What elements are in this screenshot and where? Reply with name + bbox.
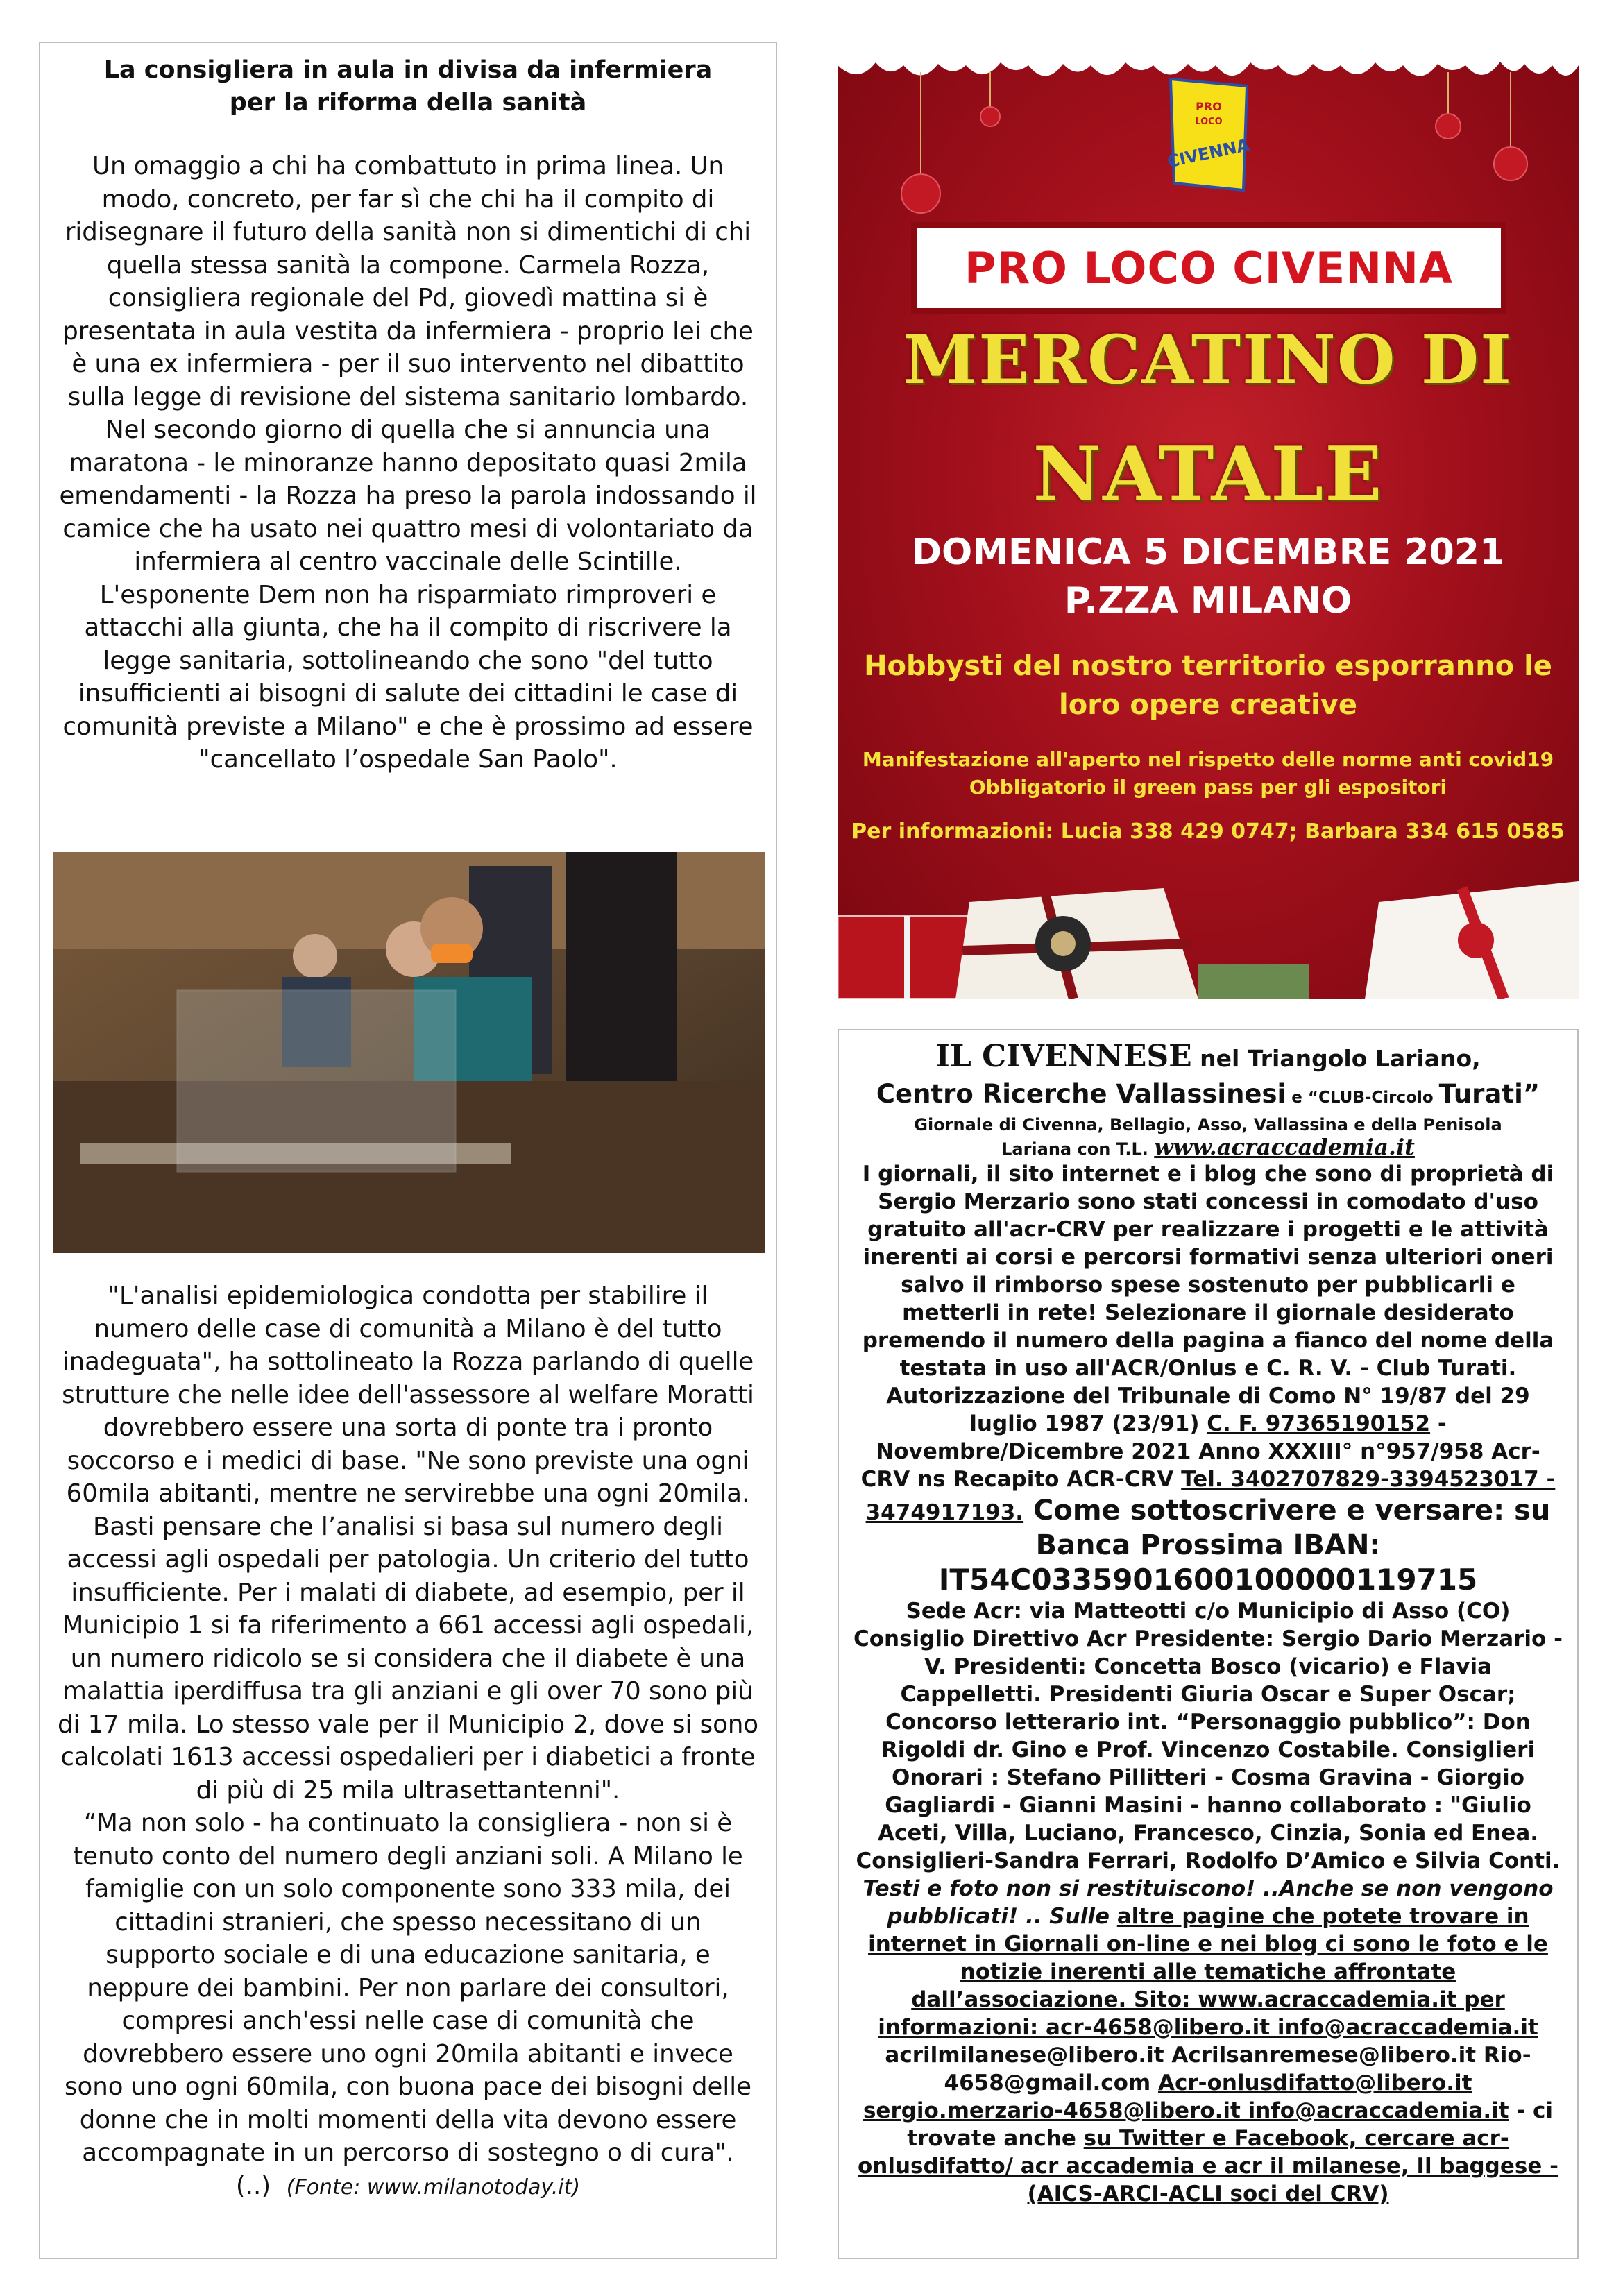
masthead-title: IL CIVENNESE nel Triangolo Lariano,	[935, 1039, 1481, 1074]
poster-place: P.ZZA MILANO	[1064, 580, 1352, 622]
pro-loco-banner: PRO LOCO CIVENNA	[911, 222, 1506, 314]
article-source: (Fonte: www.milanotoday.it)	[286, 2175, 581, 2200]
article-paragraph-4: “Ma non solo - ha continuato la consigliera - non si è tenuto conto del numero degli anziani soli. A Milano le famiglie con un solo componente sono 333 mila, dei cittadini stranieri, che spesso necessitano di un supporto sociale e di una educazione sanitaria, e neppure dei bambini. Per non parlare dei consultori, compresi anch'essi nelle case di comunità che dovrebbero essere uno ogni 20mila abitanti e invece sono uno ogni 60mila, con buona pace dei bisogni delle donne che in molti momenti della vita devono essere accompagnate in un percorso di sostegno o di cura". (..) (Fonte: www.milanotoday.it)	[65, 1809, 751, 2200]
poster-rules-line2: Obbligatorio il green pass per gli espositori	[969, 776, 1447, 799]
gifts-decoration	[838, 860, 1579, 999]
masthead-line4: Lariana con T.L. www.acraccademia.it	[1001, 1134, 1415, 1160]
iban: IT54C0335901600100000119715	[938, 1563, 1478, 1597]
phone-numbers: Tel. 3402707829-3394523017 - 3474917193.	[865, 1467, 1556, 1525]
website-link[interactable]: www.acraccademia.it	[1154, 1134, 1415, 1160]
christmas-market-poster	[838, 44, 1579, 999]
poster-title-line2: NATALE	[1033, 431, 1384, 518]
article-title-line1: La consigliera in aula in divisa da infermiera	[103, 56, 713, 84]
email-lines: acrilmilanese@libero.it Acrilsanremese@libero.it Rio-4658@gmail.com Acr-onlusdifatto@libero.it sergio.merzario-4658@libero.it info@acraccademia.it - ci trovate anche su Twitter e Facebook, cercare acr-onlusdifatto/ acr accademia e acr il milanese, Il baggese - (AICS-ARCI-ACLI soci del CRV)	[857, 2043, 1559, 2206]
masthead-line3: Giornale di Civenna, Bellagio, Asso, Vallassina e della Penisola	[914, 1115, 1502, 1134]
fiscal-code: C. F. 97365190152	[1207, 1411, 1431, 1436]
social-links[interactable]: su Twitter e Facebook, cercare acr-onlusdifatto/ acr accademia e acr il milanese, Il baggese - (AICS-ARCI-ACLI soci del CRV)	[857, 2126, 1559, 2206]
poster-hobby-line2: loro opere creative	[1059, 689, 1357, 721]
article-continuation	[57, 1279, 759, 2204]
poster-date: DOMENICA 5 DICEMBRE 2021	[911, 532, 1505, 573]
logo-civenna: CIVENNA	[1165, 135, 1252, 172]
article-title-line2: per la riforma della sanità	[229, 89, 587, 117]
article-paragraph-1: Un omaggio a chi ha combattuto in prima linea. Un modo, concreto, per far sì che chi ha il compito di ridisegnare il futuro della sanità non si dimentichi di chi quella stessa sanità la compone. Carmela Rozza, consigliera regionale del Pd, giovedì mattina si è presentata in aula vestita da infermiera - proprio lei che è una ex infermiera - per il suo intervento nel dibattito sulla legge di revisione del sistema sanitario lombardo.	[62, 152, 754, 411]
logo-loco: LOCO	[1195, 117, 1223, 127]
article-title	[54, 54, 762, 119]
poster-rules-line1: Manifestazione all'aperto nel rispetto delle norme anti covid19	[862, 748, 1554, 771]
poster-info: Per informazioni: Lucia 338 429 0747; Barbara 334 615 0585	[851, 819, 1565, 844]
subscribe-text: Come sottoscrivere e versare: su Banca Prossima IBAN:	[1023, 1495, 1551, 1561]
masthead-subtitle: Centro Ricerche Vallassinesi e “CLUB-Circolo Turati”	[876, 1079, 1540, 1109]
article-box	[39, 42, 777, 2259]
article-paragraph-2: Nel secondo giorno di quella che si annuncia una maratona - le minoranze hanno depositato quasi 2mila emendamenti - la Rozza ha preso la parola indossando il camice che ha usato nei quattro mesi di volontariato da infermiera al centro vaccinale delle Scintille. L'esponente Dem non ha risparmiato rimproveri e attacchi alla giunta, che ha il compito di riscrivere la legge sanitaria, sottolineando che sono "del tutto insufficienti ai bisogni di salute dei cittadini le case di comunità previste a Milano" e che è prossimo ad essere "cancellato l’ospedale San Paolo".	[59, 416, 757, 774]
article-photo	[53, 852, 765, 1253]
article-paragraph-3: "L'analisi epidemiologica condotta per stabilire il numero delle case di comunità a Milano è del tutto inadeguata", ha sottolineato la Rozza parlando di quelle strutture che nelle idee dell'assessore al welfare Moratti dovrebbero essere una sorta di ponte tra i pronto soccorso e i medici di base. "Ne sono previste una ogni 60mila abitanti, mentre ne servirebbe una ogni 20mila. Basti pensare che l’analisi si basa sul numero degli accessi agli ospedali per patologia. Un criterio del tutto insufficiente. Per i malati di diabete, ad esempio, per il Municipio 1 si fa riferimento a 661 accessi agli ospedali, un numero ridicolo se si considera che il diabete è una malattia iperdiffusa tra gli anziani e gli over 70 sono più di 17 mila. Lo stesso vale per il Municipio 2, dove si sono calcolati 1613 accessi ospedalieri per i diabetici a fronte di più di 25 mila ultrasettantenni".	[57, 1282, 759, 1805]
masthead-body-2: Sede Acr: via Matteotti c/o Municipio di Asso (CO) Consiglio Direttivo Acr Presidente: Sergio Dario Merzario - V. Presidenti: Concetta Bosco (vicario) e Flavia Cappelletti. Presidenti Giuria Oscar e Super Oscar; Concorso letterario int. “Personaggio pubblico”: Don Rigoldi dr. Gino e Prof. Vincenzo Costabile. Consiglieri Onorari : Stefano Pillitteri - Cosma Gravina - Giorgio Gagliardi - Gianni Masini - hanno collaborato : "Giulio Aceti, Villa, Luciano, Francesco, Cinzia, Sonia ed Enea. Consiglieri-Sandra Ferrari, Rodolfo D’Amico e Silvia Conti. Testi e foto non si restituiscono! ..Anche se non vengono pubblicati! .. Sulle altre pagine che potete trovare in internet in Giornali on-line e nei blog ci sono le foto e le notizie inerenti alle tematiche affrontate dall’associazione. Sito: www.acraccademia.it per informazioni: acr-4658@libero.it info@acraccademia.it	[853, 1599, 1563, 2040]
contact-info[interactable]: altre pagine che potete trovare in internet in Giornali on-line e nei blog ci sono le foto e le notizie inerenti alle tematiche affrontate dall’associazione. Sito: www.acraccademia.it per informazioni: acr-4658@libero.it info@acraccademia.it	[868, 1904, 1548, 2040]
masthead-name: IL CIVENNESE	[935, 1039, 1192, 1074]
italic-note: Testi e foto non si restituiscono! ..Anche se non vengono pubblicati! .. Sulle	[863, 1876, 1554, 1929]
masthead-body: I giornali, il sito internet e i blog che sono di proprietà di Sergio Merzario sono stati concessi in comodato d'uso gratuito all'acr-CRV per realizzare i progetti e le attività inerenti ai corsi e percorsi formativi senza ulteriori oneri salvo il rimborso spese sostenuto per pubblicarli e metterli in rete! Selezionare il giornale desiderato premendo il numero della pagina a fianco del nome della testata in uso all'ACR/Onlus e C. R. V. - Club Turati. Autorizzazione del Tribunale di Como N° 19/87 del 29 luglio 1987 (23/91) C. F. 97365190152 - Novembre/Dicembre 2021 Anno XXXIII° n°957/958 Acr-CRV ns Recapito ACR-CRV Tel. 3402707829-3394523017 - 3474917193. Come sottoscrivere e versare: su Banca Prossima IBAN:	[860, 1162, 1556, 1561]
logo-pro: PRO	[1196, 100, 1222, 113]
masthead-box	[838, 1029, 1579, 2259]
poster-title-line1: MERCATINO DI	[903, 321, 1513, 399]
pro-loco-logo	[1164, 72, 1254, 197]
poster-hobby-line1: Hobbysti del nostro territorio esporranno le	[864, 650, 1552, 682]
